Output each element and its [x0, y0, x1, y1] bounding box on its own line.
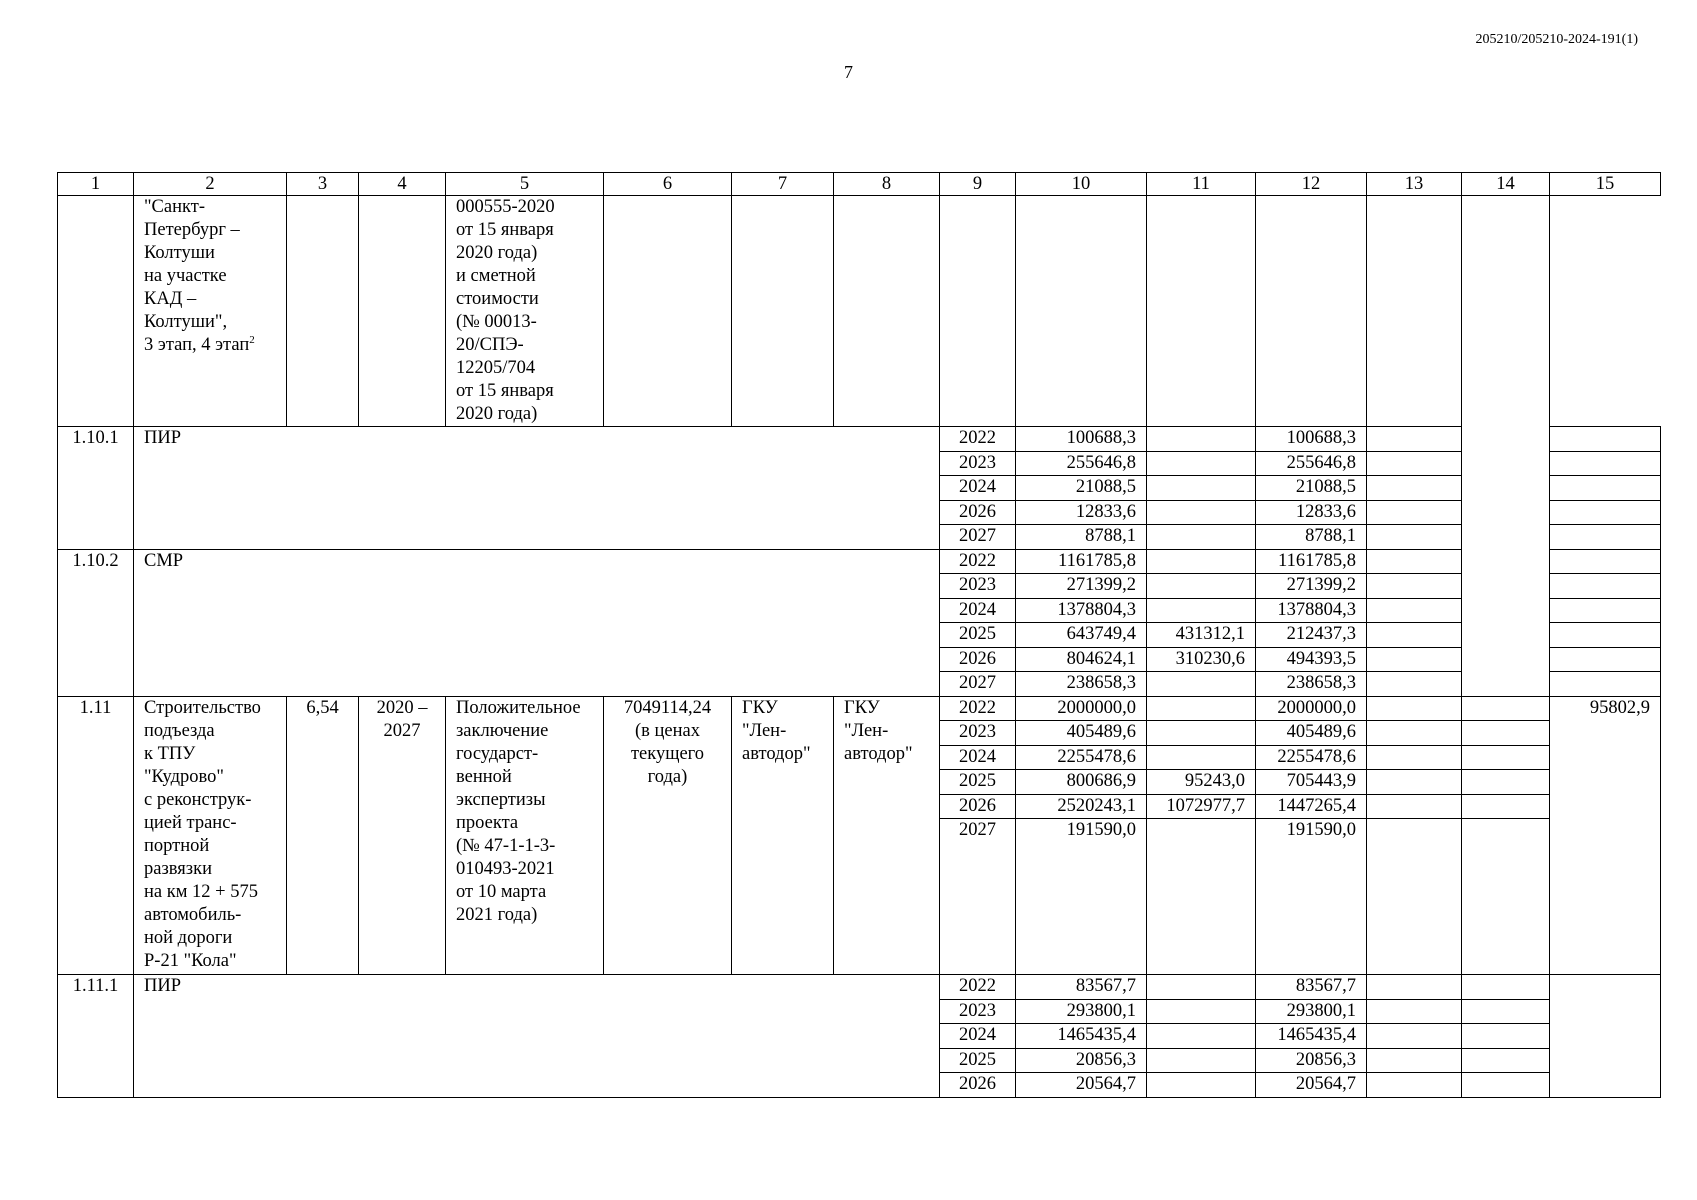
- regional-cell: 705443,9: [1256, 770, 1367, 795]
- year-cell: 2025: [940, 623, 1016, 648]
- regional-cell: 1465435,4: [1256, 1024, 1367, 1049]
- total-cell: 804624,1: [1016, 647, 1147, 672]
- object-continuation-row: [58, 196, 1661, 427]
- empty-cell: [1462, 975, 1550, 1000]
- empty-cell: [1367, 794, 1462, 819]
- sub-item-name: СМР: [134, 549, 940, 696]
- federal-cell: [1147, 745, 1256, 770]
- total-cell: 293800,1: [1016, 999, 1147, 1024]
- total-cell: 2000000,0: [1016, 696, 1147, 721]
- total-cell: 1465435,4: [1016, 1024, 1147, 1049]
- year-cell: 2026: [940, 647, 1016, 672]
- total-cell: 20856,3: [1016, 1048, 1147, 1073]
- year-cell: 2024: [940, 598, 1016, 623]
- federal-cell: 431312,1: [1147, 623, 1256, 648]
- empty-cell: [1367, 721, 1462, 746]
- regional-cell: 405489,6: [1256, 721, 1367, 746]
- year-cell: 2026: [940, 1073, 1016, 1098]
- empty-cell: [1367, 500, 1462, 525]
- federal-cell: [1147, 574, 1256, 599]
- sub-item-number: 1.10.2: [58, 549, 134, 696]
- object-name: Строительство подъезда к ТПУ "Кудрово" с реконструк- цией транс- портной развязки на км 12 + 575 автомобиль- ной дороги Р-21 "Кола": [134, 696, 287, 975]
- regional-cell: 2255478,6: [1256, 745, 1367, 770]
- column-header: 6: [604, 173, 732, 196]
- empty-cell: [1367, 451, 1462, 476]
- federal-cell: [1147, 598, 1256, 623]
- year-cell: 2025: [940, 770, 1016, 795]
- federal-cell: [1147, 696, 1256, 721]
- empty-cell: [1462, 196, 1550, 697]
- empty-cell: [604, 196, 732, 427]
- object-name-text: "Санкт- Петербург – Колтуши на участке КАД – Колтуши", 3 этап, 4 этап: [144, 197, 250, 355]
- empty-cell: [1367, 672, 1462, 697]
- object-developer: ГКУ "Лен- автодор": [834, 696, 940, 975]
- total-cell: 643749,4: [1016, 623, 1147, 648]
- federal-cell: 1072977,7: [1147, 794, 1256, 819]
- empty-cell: [1462, 1024, 1550, 1049]
- year-cell: 2022: [940, 975, 1016, 1000]
- federal-cell: [1147, 975, 1256, 1000]
- regional-cell: 1447265,4: [1256, 794, 1367, 819]
- federal-cell: 310230,6: [1147, 647, 1256, 672]
- cell-num: [58, 196, 134, 427]
- object-row: [58, 696, 1661, 721]
- total-cell: 20564,7: [1016, 1073, 1147, 1098]
- cell-period: [359, 196, 446, 427]
- regional-cell: 293800,1: [1256, 999, 1367, 1024]
- empty-cell: [1367, 999, 1462, 1024]
- federal-cell: [1147, 819, 1256, 975]
- year-cell: 2023: [940, 574, 1016, 599]
- regional-cell: 1378804,3: [1256, 598, 1367, 623]
- federal-cell: [1147, 427, 1256, 452]
- year-cell: 2022: [940, 427, 1016, 452]
- regional-cell: 20564,7: [1256, 1073, 1367, 1098]
- document-id: 205210/205210-2024-191(1): [1475, 32, 1638, 47]
- empty-cell: [1462, 721, 1550, 746]
- empty-cell: [1462, 1073, 1550, 1098]
- empty-cell: [1550, 647, 1661, 672]
- empty-cell: [1367, 196, 1462, 427]
- sub-item-row: [58, 549, 1661, 574]
- empty-cell: [1550, 500, 1661, 525]
- column-header: 3: [287, 173, 359, 196]
- empty-cell: [1367, 647, 1462, 672]
- empty-cell: [1462, 794, 1550, 819]
- object-period: 2020 – 2027: [359, 696, 446, 975]
- sub-item-row: [58, 975, 1661, 1000]
- empty-cell: [1367, 549, 1462, 574]
- empty-cell: [1256, 196, 1367, 427]
- federal-cell: [1147, 1024, 1256, 1049]
- year-cell: 2027: [940, 525, 1016, 550]
- column-header: 1: [58, 173, 134, 196]
- empty-cell: [940, 196, 1016, 427]
- empty-cell: [1367, 975, 1462, 1000]
- federal-cell: [1147, 672, 1256, 697]
- federal-cell: [1147, 451, 1256, 476]
- empty-cell: [1550, 427, 1661, 452]
- empty-cell: [1550, 672, 1661, 697]
- empty-cell: [1550, 476, 1661, 501]
- object-number: 1.11: [58, 696, 134, 975]
- federal-cell: 95243,0: [1147, 770, 1256, 795]
- empty-cell: [1462, 745, 1550, 770]
- empty-cell: [1550, 549, 1661, 574]
- year-cell: 2022: [940, 549, 1016, 574]
- regional-cell: 212437,3: [1256, 623, 1367, 648]
- federal-cell: [1147, 1073, 1256, 1098]
- object-customer: ГКУ "Лен- автодор": [732, 696, 834, 975]
- total-cell: 100688,3: [1016, 427, 1147, 452]
- federal-cell: [1147, 525, 1256, 550]
- total-cell: 191590,0: [1016, 819, 1147, 975]
- federal-cell: [1147, 721, 1256, 746]
- federal-cell: [1147, 1048, 1256, 1073]
- column-header: 8: [834, 173, 940, 196]
- regional-cell: 494393,5: [1256, 647, 1367, 672]
- sub-item-name: ПИР: [134, 975, 940, 1098]
- column-header: 4: [359, 173, 446, 196]
- year-cell: 2023: [940, 999, 1016, 1024]
- column-header: 15: [1550, 173, 1661, 196]
- empty-cell: [1367, 598, 1462, 623]
- regional-cell: 238658,3: [1256, 672, 1367, 697]
- object-name: [134, 196, 287, 427]
- empty-cell: [1367, 427, 1462, 452]
- regional-cell: 271399,2: [1256, 574, 1367, 599]
- empty-cell: [1462, 696, 1550, 721]
- column-header: 2: [134, 173, 287, 196]
- sub-item-number: 1.11.1: [58, 975, 134, 1098]
- empty-cell: [1367, 574, 1462, 599]
- empty-cell: [1550, 975, 1661, 1098]
- empty-cell: [1367, 1048, 1462, 1073]
- empty-cell: [1367, 476, 1462, 501]
- year-cell: 2027: [940, 819, 1016, 975]
- total-cell: 1161785,8: [1016, 549, 1147, 574]
- total-cell: 1378804,3: [1016, 598, 1147, 623]
- year-cell: 2026: [940, 794, 1016, 819]
- regional-cell: 1161785,8: [1256, 549, 1367, 574]
- year-cell: 2022: [940, 696, 1016, 721]
- regional-cell: 20856,3: [1256, 1048, 1367, 1073]
- empty-cell: [834, 196, 940, 427]
- empty-cell: [1550, 623, 1661, 648]
- empty-cell: [1367, 819, 1462, 975]
- regional-cell: 12833,6: [1256, 500, 1367, 525]
- empty-cell: [1367, 1024, 1462, 1049]
- sub-item-number: 1.10.1: [58, 427, 134, 550]
- empty-cell: [1367, 696, 1462, 721]
- empty-cell: [1550, 525, 1661, 550]
- empty-cell: [1367, 745, 1462, 770]
- total-cell: 800686,9: [1016, 770, 1147, 795]
- year-cell: 2025: [940, 1048, 1016, 1073]
- column-header: 11: [1147, 173, 1256, 196]
- empty-cell: [1462, 1048, 1550, 1073]
- total-cell: 255646,8: [1016, 451, 1147, 476]
- total-cell: 12833,6: [1016, 500, 1147, 525]
- sub-item-name: ПИР: [134, 427, 940, 550]
- year-cell: 2024: [940, 476, 1016, 501]
- column-header: 9: [940, 173, 1016, 196]
- total-cell: 83567,7: [1016, 975, 1147, 1000]
- object-cost: 7049114,24 (в ценах текущего года): [604, 696, 732, 975]
- year-cell: 2023: [940, 451, 1016, 476]
- year-cell: 2027: [940, 672, 1016, 697]
- regional-cell: 100688,3: [1256, 427, 1367, 452]
- empty-cell: [1367, 1073, 1462, 1098]
- total-cell: 238658,3: [1016, 672, 1147, 697]
- column-header: 13: [1367, 173, 1462, 196]
- empty-cell: [1147, 196, 1256, 427]
- empty-cell: [1016, 196, 1147, 427]
- federal-cell: [1147, 476, 1256, 501]
- empty-cell: [732, 196, 834, 427]
- empty-cell: [1367, 770, 1462, 795]
- column-header: 7: [732, 173, 834, 196]
- regional-cell: 21088,5: [1256, 476, 1367, 501]
- object-document: 000555-2020 от 15 января 2020 года) и сметной стоимости (№ 00013- 20/СПЭ- 12205/704 от 15 января 2020 года): [446, 196, 604, 427]
- empty-cell: [1462, 819, 1550, 975]
- empty-cell: [1462, 999, 1550, 1024]
- regional-cell: 8788,1: [1256, 525, 1367, 550]
- year-cell: 2024: [940, 1024, 1016, 1049]
- cell-capacity: [287, 196, 359, 427]
- object-document: Положительное заключение государст- венной экспертизы проекта (№ 47-1-1-3- 010493-2021 от 10 марта 2021 года): [446, 696, 604, 975]
- empty-cell: [1550, 598, 1661, 623]
- empty-cell: [1550, 574, 1661, 599]
- object-col15: 95802,9: [1550, 696, 1661, 975]
- regional-cell: 2000000,0: [1256, 696, 1367, 721]
- year-cell: 2023: [940, 721, 1016, 746]
- empty-cell: [1550, 451, 1661, 476]
- total-cell: 2255478,6: [1016, 745, 1147, 770]
- regional-cell: 255646,8: [1256, 451, 1367, 476]
- total-cell: 2520243,1: [1016, 794, 1147, 819]
- column-header: 5: [446, 173, 604, 196]
- year-cell: 2026: [940, 500, 1016, 525]
- footnote-mark: 2: [249, 333, 255, 346]
- header-row: [58, 173, 1661, 196]
- total-cell: 271399,2: [1016, 574, 1147, 599]
- empty-cell: [1462, 770, 1550, 795]
- object-capacity: 6,54: [287, 696, 359, 975]
- empty-cell: [1367, 525, 1462, 550]
- sub-item-row: [58, 427, 1661, 452]
- page-number: 7: [844, 62, 853, 82]
- column-header: 14: [1462, 173, 1550, 196]
- investment-table: [57, 172, 1661, 1098]
- column-header: 12: [1256, 173, 1367, 196]
- total-cell: 21088,5: [1016, 476, 1147, 501]
- federal-cell: [1147, 549, 1256, 574]
- regional-cell: 191590,0: [1256, 819, 1367, 975]
- total-cell: 405489,6: [1016, 721, 1147, 746]
- empty-cell: [1367, 623, 1462, 648]
- federal-cell: [1147, 999, 1256, 1024]
- federal-cell: [1147, 500, 1256, 525]
- year-cell: 2024: [940, 745, 1016, 770]
- regional-cell: 83567,7: [1256, 975, 1367, 1000]
- total-cell: 8788,1: [1016, 525, 1147, 550]
- column-header: 10: [1016, 173, 1147, 196]
